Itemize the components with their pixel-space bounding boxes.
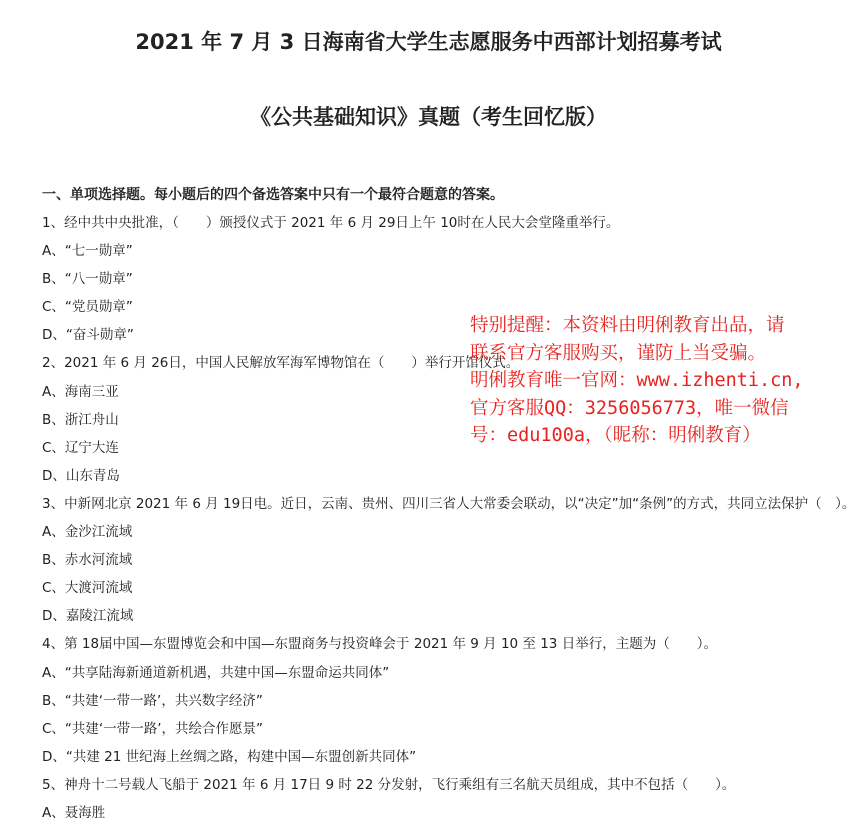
watermark-notice [470,312,855,450]
question-2-option-a: A、海南三亚 [42,383,119,400]
question-4-option-d: D、“共建 21 世纪海上丝绸之路，构建中国—东盟创新共同体” [42,748,417,765]
question-4-option-c: C、“共建‘一带一路’，共绘合作愿景” [42,720,263,737]
question-4-option-b: B、“共建‘一带一路’，共兴数字经济” [42,692,263,709]
notice-line-2: 联系官方客服购买，谨防上当受骗。 [470,342,767,364]
question-2-option-d: D、山东青岛 [42,467,120,484]
question-1: 1、经中共中央批准，（ ）颁授仪式于 2021 年 6 月 29日上午 10时在人民大会堂隆重举行。 [42,215,620,231]
question-1-option-c: C、“党员勋章” [42,299,133,316]
question-2-option-c: C、辽宁大连 [42,439,119,456]
question-3-option-b: B、赤水河流域 [42,552,133,569]
question-4: 4、第 18届中国—东盟博览会和中国—东盟商务与投资峰会于 2021 年 9 月 10 至 13 日举行，主题为（ ）。 [42,636,717,653]
question-5-option-a: A、聂海胜 [42,804,106,821]
question-2: 2、2021 年 6 月 26日，中国人民解放军海军博物馆在（ ）举行开馆仪式。 [42,355,520,372]
notice-line-4: 官方客服QQ：3256056773，唯一微信 [470,397,789,419]
question-5: 5、神舟十二号载人飞船于 2021 年 6 月 17日 9 时 22 分发射，飞行乘组有三名航天员组成，其中不包括（ ）。 [42,776,736,793]
question-3-option-d: D、嘉陵江流域 [42,608,134,625]
notice-line-1: 特别提醒：本资料由明俐教育出品，请 [470,315,785,336]
question-4-option-a: A、“共享陆海新通道新机遇，共建中国—东盟命运共同体” [42,664,390,681]
question-2-option-b: B、浙江舟山 [42,411,119,428]
question-3: 3、中新网北京 2021 年 6 月 19日电。近日，云南、贵州、四川三省人大常委会联动，以“决定”加“条例”的方式，共同立法保护（ ）。 [42,495,856,512]
question-1-option-d: D、“奋斗勋章” [42,327,134,344]
question-3-option-a: A、金沙江流域 [42,524,133,541]
section-heading: 一、单项选择题。每小题后的四个备选答案中只有一个最符合题意的答案。 [42,187,504,203]
question-1-option-a: A、“七一勋章” [42,243,133,260]
document-title: 2021 年 7 月 3 日海南省大学生志愿服务中西部计划招募考试 [135,30,722,54]
notice-line-3: 明俐教育唯一官网：www.izhenti.cn, [470,370,804,391]
question-1-option-b: B、“八一勋章” [42,271,133,288]
question-3-option-c: C、大渡河流域 [42,580,133,597]
question-list [42,212,856,830]
document-subtitle: 《公共基础知识》真题（考生回忆版） [250,105,607,129]
notice-line-5: 号：edu100a，（昵称：明俐教育） [470,425,761,446]
